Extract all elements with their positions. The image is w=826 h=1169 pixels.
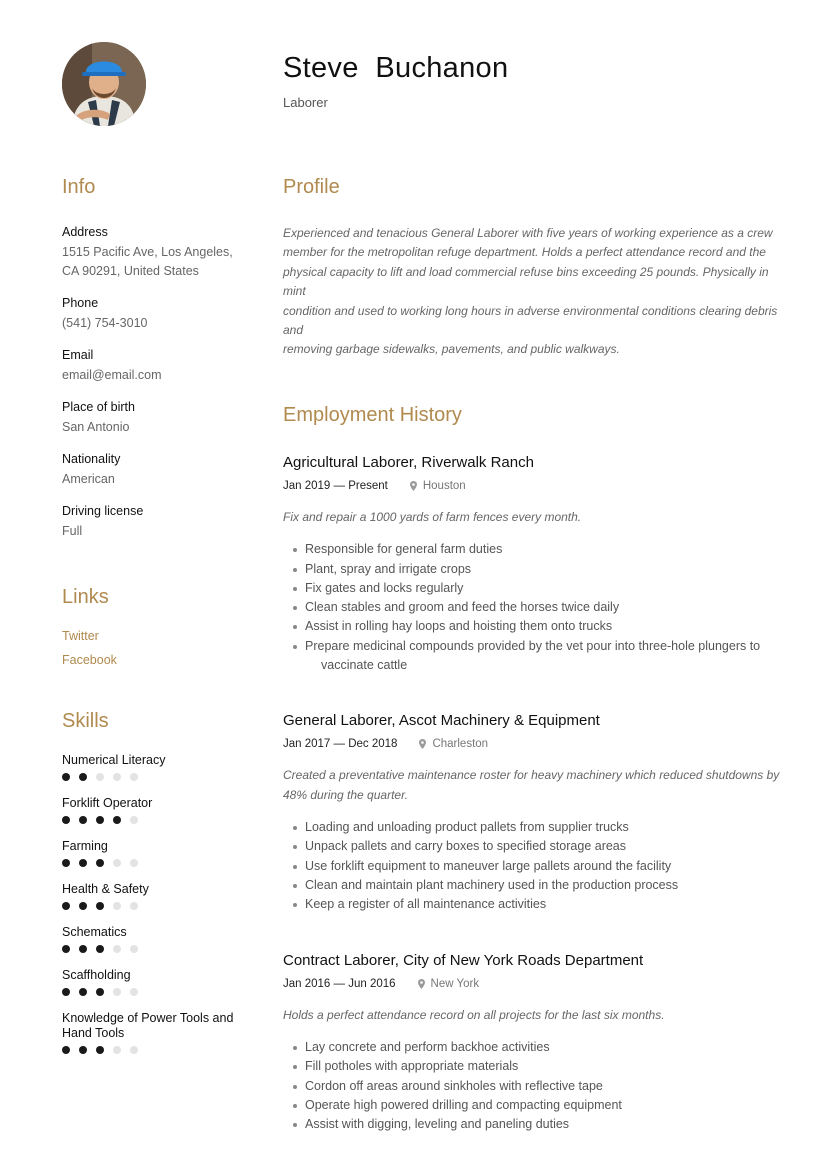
skill-name — [62, 753, 252, 768]
info-value: email@email.com — [62, 368, 162, 382]
info-nationality — [62, 452, 252, 489]
profile-line: condition and used to working long hours in adverse environmental conditions clearing debris and — [283, 303, 778, 338]
job-description — [283, 508, 783, 527]
address-line-2: CA 90291, United States — [62, 264, 199, 278]
profile-line: Experienced and tenacious General Laborer with five years of working experience as a crew — [283, 226, 773, 240]
job-duties-list — [283, 1038, 783, 1134]
job-location-text: Houston — [422, 479, 466, 492]
skill-dot-empty — [96, 773, 104, 781]
info-label: Phone — [62, 296, 99, 310]
job-duty-text: Plant, spray and irrigate crops — [305, 561, 472, 576]
job-title: Contract Laborer, City of New York Roads Department — [283, 951, 644, 969]
skill-item — [62, 968, 252, 996]
job-duty-item — [283, 1115, 783, 1134]
skill-name — [62, 1011, 252, 1041]
info-phone — [62, 296, 252, 333]
skill-name-line: Health & Safety — [62, 882, 149, 896]
sidebar — [62, 176, 252, 1054]
skill-dot-empty — [113, 1046, 121, 1054]
skill-level-dots — [62, 816, 252, 824]
job-dates: Jan 2016 — Jun 2016 — [283, 977, 396, 990]
job-duty-item — [283, 895, 783, 914]
skill-dot-filled — [79, 1046, 87, 1054]
job-duty-item — [283, 837, 783, 856]
job-duty-text: Cordon off areas around sinkholes with reflective tape — [305, 1078, 603, 1093]
job-duty-text: Prepare medicinal compounds provided by the vet pour into three-hole plungers to — [305, 638, 761, 653]
job-duty-item — [283, 637, 783, 676]
job-location-text: New York — [430, 977, 480, 990]
job-duty-text: Assist in rolling hay loops and hoisting them onto trucks — [305, 619, 613, 634]
skill-item — [62, 925, 252, 953]
info-label: Driving license — [62, 504, 144, 518]
skill-dot-empty — [130, 945, 138, 953]
job-title: Agricultural Laborer, Riverwalk Ranch — [283, 453, 534, 471]
job-duty-item — [283, 857, 783, 876]
job-duty-item — [283, 540, 783, 559]
job-description — [283, 1006, 783, 1025]
job-duty-text: Loading and unloading product pallets from supplier trucks — [305, 820, 629, 835]
info-email — [62, 348, 252, 385]
skill-item — [62, 796, 252, 824]
skill-dot-filled — [96, 988, 104, 996]
info-value: Full — [62, 524, 83, 538]
info-value: San Antonio — [62, 420, 130, 434]
info-label: Email — [62, 348, 94, 362]
skill-dot-filled — [62, 902, 70, 910]
avatar — [62, 42, 146, 126]
skill-name — [62, 968, 252, 983]
job-duty-text: Clean and maintain plant machinery used in the production process — [305, 878, 679, 893]
job-description-line: Created a preventative maintenance roster for heavy machinery which reduced shutdowns by — [283, 768, 780, 783]
job-duty-text: Fix gates and locks regularly — [305, 580, 464, 595]
job-duty-item — [283, 598, 783, 617]
candidate-name: Steve Buchanon — [283, 52, 509, 84]
employment-heading: Employment History — [283, 403, 462, 426]
job-entry — [283, 712, 783, 914]
skill-name-line: Numerical Literacy — [62, 753, 166, 767]
job-location — [410, 480, 466, 492]
skill-dot-filled — [79, 816, 87, 824]
job-duty-text: Unpack pallets and carry boxes to specified storage areas — [305, 839, 627, 854]
address-line-1: 1515 Pacific Ave, Los Angeles, — [62, 245, 233, 259]
job-duty-text: Use forklift equipment to maneuver large pallets around the facility — [305, 858, 672, 873]
skill-dot-filled — [113, 816, 121, 824]
skill-dot-empty — [130, 859, 138, 867]
skill-dot-filled — [62, 859, 70, 867]
job-duty-item — [283, 1077, 783, 1096]
location-pin-icon — [419, 739, 426, 749]
skill-dot-filled — [79, 988, 87, 996]
job-duties-list — [283, 540, 783, 675]
skill-dot-empty — [130, 902, 138, 910]
skill-level-dots — [62, 945, 252, 953]
job-duty-text: Operate high powered drilling and compacting equipment — [305, 1097, 622, 1112]
skill-item — [62, 839, 252, 867]
info-label: Address — [62, 225, 108, 239]
twitter-link[interactable]: Twitter — [62, 629, 99, 643]
skill-dot-empty — [130, 816, 138, 824]
job-duty-text: Fill potholes with appropriate materials — [305, 1059, 519, 1074]
job-duty-text: Assist with digging, leveling and paneling duties — [305, 1117, 570, 1132]
profile-heading: Profile — [283, 176, 340, 198]
skill-level-dots — [62, 773, 252, 781]
skill-name — [62, 839, 252, 854]
skill-dot-empty — [130, 773, 138, 781]
job-duty-item — [283, 818, 783, 837]
job-location-text: Charleston — [432, 738, 489, 751]
job-description-line: Holds a perfect attendance record on all projects for the last six months. — [283, 1007, 665, 1022]
job-duty-text-continued: vaccinate cattle — [321, 658, 408, 673]
skill-level-dots — [62, 988, 252, 996]
info-driving-license — [62, 504, 252, 541]
location-pin-icon — [418, 979, 425, 989]
skill-name-line: Knowledge of Power Tools and — [62, 1011, 234, 1025]
skill-dot-filled — [62, 773, 70, 781]
skill-dot-empty — [130, 988, 138, 996]
skill-name — [62, 925, 252, 940]
job-duty-item — [283, 876, 783, 895]
job-location — [419, 738, 488, 750]
job-duty-item — [283, 579, 783, 598]
skill-item — [62, 1011, 252, 1054]
job-meta — [283, 480, 783, 492]
skill-dot-filled — [79, 902, 87, 910]
skill-dot-filled — [62, 945, 70, 953]
links-heading: Links — [62, 586, 109, 608]
job-duty-item — [283, 1096, 783, 1115]
skills-list — [62, 753, 252, 1054]
skill-name-line: Scaffholding — [62, 968, 131, 982]
job-title: General Laborer, Ascot Machinery & Equipment — [283, 712, 600, 730]
candidate-title: Laborer — [283, 95, 328, 110]
profile-summary — [283, 224, 783, 360]
skill-dot-filled — [79, 773, 87, 781]
info-place-of-birth — [62, 400, 252, 437]
job-duty-item — [283, 1038, 783, 1057]
skill-dot-empty — [113, 945, 121, 953]
skill-dot-empty — [113, 773, 121, 781]
skill-level-dots — [62, 902, 252, 910]
skill-level-dots — [62, 859, 252, 867]
main-content — [283, 176, 783, 1135]
info-value: (541) 754-3010 — [62, 316, 148, 330]
job-dates: Jan 2019 — Present — [283, 479, 388, 492]
avatar-photo — [62, 42, 146, 126]
job-description — [283, 766, 783, 805]
job-location — [418, 978, 480, 990]
job-duty-text: Responsible for general farm duties — [305, 542, 503, 557]
skill-dot-filled — [96, 816, 104, 824]
skill-dot-empty — [113, 902, 121, 910]
info-label: Place of birth — [62, 400, 135, 414]
job-description-line: Fix and repair a 1000 yards of farm fences every month. — [283, 509, 582, 524]
job-entry — [283, 454, 783, 675]
skill-dot-empty — [113, 859, 121, 867]
skill-dot-empty — [113, 988, 121, 996]
skill-dot-empty — [130, 1046, 138, 1054]
skills-heading: Skills — [62, 710, 109, 732]
skill-dot-filled — [96, 945, 104, 953]
skill-dot-filled — [62, 988, 70, 996]
skill-dot-filled — [62, 1046, 70, 1054]
job-meta — [283, 738, 783, 750]
skill-dot-filled — [79, 859, 87, 867]
job-duty-text: Lay concrete and perform backhoe activities — [305, 1040, 550, 1055]
info-value — [62, 243, 252, 281]
info-address — [62, 225, 252, 281]
profile-line: member for the metropolitan refuge department. Holds a perfect attendance record and the — [283, 245, 766, 260]
job-duty-item — [283, 1057, 783, 1076]
skill-name-line: Hand Tools — [62, 1026, 125, 1040]
skill-name — [62, 796, 252, 811]
skill-name — [62, 882, 252, 897]
job-duty-item — [283, 617, 783, 636]
skill-dot-filled — [96, 902, 104, 910]
skill-name-line: Schematics — [62, 925, 127, 939]
info-heading: Info — [62, 176, 96, 198]
job-duty-text: Keep a register of all maintenance activities — [305, 897, 547, 912]
skill-item — [62, 753, 252, 781]
skill-name-line: Forklift Operator — [62, 796, 153, 810]
skill-dot-filled — [96, 859, 104, 867]
location-pin-icon — [410, 481, 417, 491]
job-dates: Jan 2017 — Dec 2018 — [283, 738, 398, 751]
skill-dot-filled — [96, 1046, 104, 1054]
jobs-list — [283, 454, 783, 1135]
facebook-link[interactable]: Facebook — [62, 653, 117, 667]
info-label: Nationality — [62, 452, 121, 466]
job-duties-list — [283, 818, 783, 914]
info-value: American — [62, 472, 115, 486]
job-entry — [283, 952, 783, 1135]
job-description-line: 48% during the quarter. — [283, 787, 408, 802]
profile-line: removing garbage sidewalks, pavements, and public walkways. — [283, 342, 620, 357]
skill-item — [62, 882, 252, 910]
job-meta — [283, 978, 783, 990]
skill-level-dots — [62, 1046, 252, 1054]
skill-dot-filled — [79, 945, 87, 953]
skill-name-line: Farming — [62, 839, 108, 853]
profile-line: physical capacity to lift and load commercial refuse bins exceeding 25 pounds. Physically in mint — [283, 264, 769, 299]
job-duty-text: Clean stables and groom and feed the horses twice daily — [305, 600, 620, 615]
skill-dot-filled — [62, 816, 70, 824]
job-duty-item — [283, 560, 783, 579]
